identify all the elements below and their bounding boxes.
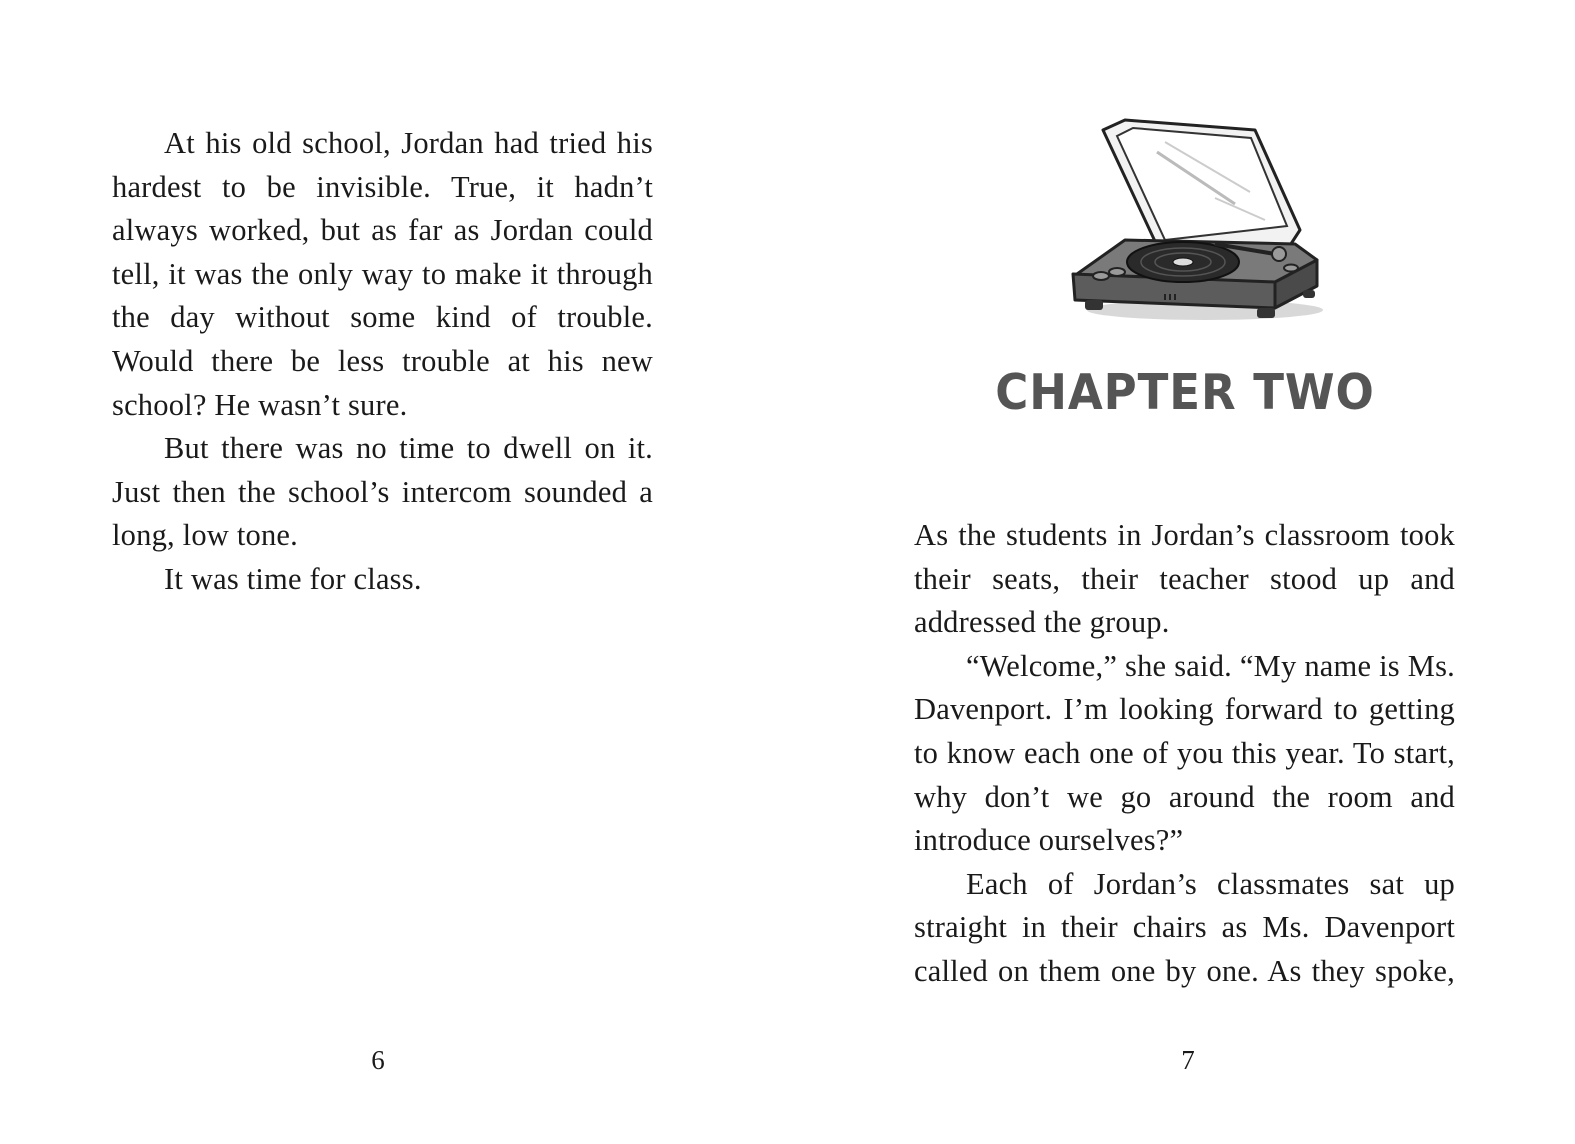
record-player-icon — [1065, 112, 1335, 332]
page-number: 6 — [371, 1045, 385, 1075]
paragraph: “Welcome,” she said. “My name is Ms. Davenport. I’m looking forward to getting to know each one of you this year. To start, why don’t we go around the room and introduce ourselves?” — [914, 648, 1455, 858]
right-page — [787, 0, 1575, 1144]
left-page — [0, 0, 787, 1144]
paragraph: It was time for class. — [164, 561, 422, 596]
paragraph: As the students in Jordan’s classroom took their seats, their teacher stood up and addressed the group. — [914, 518, 1455, 640]
paragraph: Each of Jordan’s classmates sat up straight in their chairs as Ms. Davenport called on them one by one. As they spoke, — [914, 866, 1455, 988]
right-page-text — [914, 514, 1455, 994]
left-page-text — [112, 122, 653, 602]
paragraph: At his old school, Jordan had tried his hardest to be invisible. True, it hadn’t always worked, but as far as Jordan could tell, it was the only way to make it through the day without some kind of trouble. Would there be less trouble at his new school? He wasn’t sure. — [112, 126, 653, 422]
chapter-title: CHAPTER TWO — [995, 364, 1375, 421]
paragraph: But there was no time to dwell on it. Just then the school’s intercom sounded a long, low tone. — [112, 431, 653, 553]
page-number: 7 — [1181, 1045, 1195, 1075]
